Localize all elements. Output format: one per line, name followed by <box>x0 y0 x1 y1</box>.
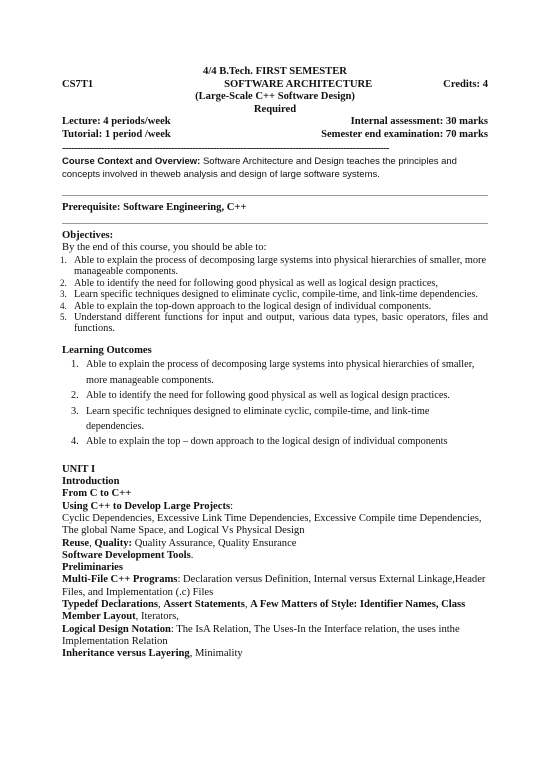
objectives-title: Objectives: <box>62 229 114 241</box>
objectives-intro: By the end of this course, you should be able to: <box>62 242 267 254</box>
external-exam: Semester end examination: 70 marks <box>321 128 488 140</box>
document-page <box>62 66 488 661</box>
dash-divider: ------------------------------------------------------------------------------------------------------------ <box>62 142 390 154</box>
course-name: SOFTWARE ARCHITECTURE <box>224 78 373 90</box>
unit-section <box>62 464 488 661</box>
unit-reuse: Reuse, Quality: Quality Assurance, Quality Ensurance <box>62 537 297 549</box>
list-item: 1. Able to explain the process of decomposing large systems into physical hierarchies of smaller, more manageable components. <box>60 254 487 278</box>
unit-notation: Logical Design Notation: The IsA Relation, The Uses-In the Interface relation, the uses inthe Implementation Relation <box>62 623 460 647</box>
list-item: 3. Learn specific techniques designed to eliminate cyclic, compile-time, and link-time dependencies. <box>60 289 479 301</box>
unit-using: Using C++ to Develop Large Projects: <box>62 500 234 512</box>
unit-prelim: Preliminaries <box>62 562 123 574</box>
context-label: Course Context and Overview: <box>62 156 201 168</box>
objectives-list <box>62 255 488 335</box>
divider <box>62 195 488 196</box>
list-item: 2. Able to identify the need for following good physical as well as logical design practices. <box>71 390 451 402</box>
unit-title: UNIT I <box>62 463 96 475</box>
unit-using-text: Cyclic Dependencies, Excessive Link Time Dependencies, Excessive Compile time Dependencies, The global Name Space, and Logical Vs Physical Design <box>62 513 482 537</box>
unit-multi: Multi-File C++ Programs: Declaration versus Definition, Internal versus External Linkage,Header Files, and Implementation (.c) Files <box>62 574 486 598</box>
unit-typedef: Typedef Declarations, Assert Statements, A Few Matters of Style: Identifier Names, Class Member Layout, Iterators, <box>62 599 466 623</box>
lecture-hours: Lecture: 4 periods/week <box>62 116 171 128</box>
lecture-row <box>62 116 488 129</box>
unit-from: From C to C++ <box>62 488 132 500</box>
course-subtitle: (Large-Scale C++ Software Design) <box>195 91 355 103</box>
semester-heading: 4/4 B.Tech. FIRST SEMESTER <box>203 66 347 77</box>
tutorial-row <box>62 129 488 142</box>
list-item: 4. Able to explain the top – down approach to the logical design of individual components <box>71 436 448 448</box>
tutorial-hours: Tutorial: 1 period /week <box>62 128 171 140</box>
context-text: Software Architecture and Design teaches the principles and concepts involved in theweb analysis and design of large software systems. <box>62 156 457 181</box>
list-item: 3. Learn specific techniques designed to eliminate cyclic, compile-time, and link-time dependencies. <box>71 405 430 432</box>
required-label: Required <box>253 103 297 115</box>
course-code: CS7T1 <box>62 78 94 90</box>
course-context <box>62 155 488 181</box>
list-item: 1. Able to explain the process of decomposing large systems into physical hierarchies of smaller, more manageable components. <box>71 359 475 386</box>
course-credits: Credits: 4 <box>443 78 488 90</box>
list-item: 4. Able to explain the top-down approach to the logical design of individual components. <box>60 300 432 312</box>
course-title-row <box>62 79 488 92</box>
unit-inheritance: Inheritance versus Layering, Minimality <box>62 648 243 660</box>
unit-intro: Introduction <box>62 476 120 488</box>
internal-assessment: Internal assessment: 30 marks <box>350 116 488 128</box>
learning-outcomes-title: Learning Outcomes <box>62 344 152 356</box>
divider <box>62 223 488 224</box>
list-item: 2. Able to identify the need for following good physical as well as logical design practices, <box>60 277 439 289</box>
learning-outcomes-list <box>62 357 488 449</box>
list-item: 5. Understand different functions for input and output, various data types, basic operators, files and functions. <box>60 311 488 335</box>
unit-tools: Software Development Tools. <box>62 549 194 561</box>
prerequisite: Prerequisite: Software Engineering, C++ <box>62 202 247 214</box>
